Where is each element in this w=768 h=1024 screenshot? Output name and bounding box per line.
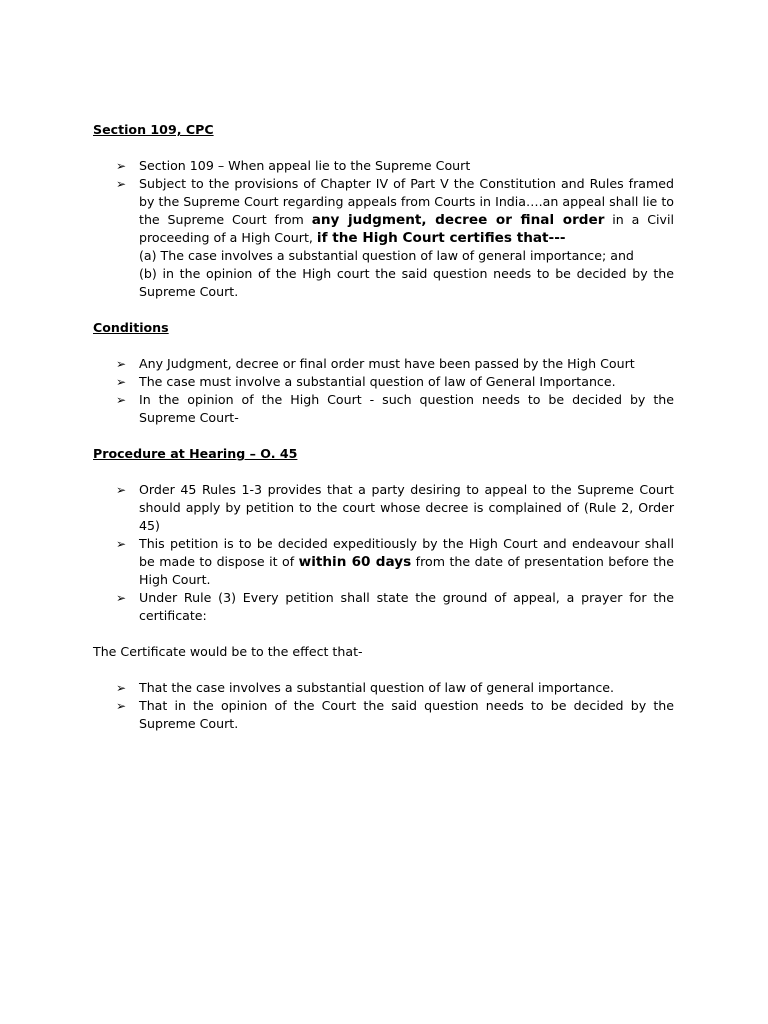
section-109-heading: Section 109, CPC — [93, 122, 214, 137]
list-item: ➢ In the opinion of the High Court - such question needs to be decided by the Supreme Court- — [116, 392, 674, 425]
arrowhead-bullet-icon: ➢ — [116, 177, 127, 191]
certificate-list — [93, 679, 674, 733]
arrowhead-bullet-icon: ➢ — [116, 159, 127, 173]
list-item: ➢ This petition is to be decided expeditiously by the High Court and endeavour shall be made to dispose it of within 60 days from the date of presentation before the High Court. — [116, 536, 674, 587]
certificate-intro: The Certificate would be to the effect that- — [93, 644, 363, 659]
list-item: ➢ That the case involves a substantial question of law of general importance. — [116, 680, 615, 695]
arrowhead-bullet-icon: ➢ — [116, 393, 127, 407]
bold-text: any judgment, decree or final order — [311, 212, 605, 228]
conditions-heading: Conditions — [93, 320, 169, 335]
arrowhead-bullet-icon: ➢ — [116, 357, 127, 371]
list-item: ➢ Subject to the provisions of Chapter IV of Part V the Constitution and Rules framed by the Supreme Court regarding appeals from Courts in India….an appeal shall lie to the Supreme Court from any judgment, decree or final order in a Civil proceeding of a High Court, if the High Court certifies that--- (a) The case involves a substantial question of law of general importance; and (b) in the opinion of the High court the said question needs to be decided by the Supreme Court. — [116, 176, 674, 299]
arrowhead-bullet-icon: ➢ — [116, 699, 127, 713]
bold-text: within 60 days — [298, 554, 412, 570]
sub-clause-b: (b) in the opinion of the High court the said question needs to be decided by the Supreme Court. — [139, 266, 674, 299]
sub-clause-a: (a) The case involves a substantial question of law of general importance; and — [139, 248, 634, 263]
list-item: ➢ The case must involve a substantial question of law of General Importance. — [116, 374, 616, 389]
arrowhead-bullet-icon: ➢ — [116, 681, 127, 695]
procedure-heading: Procedure at Hearing – O. 45 — [93, 446, 298, 461]
arrowhead-bullet-icon: ➢ — [116, 375, 127, 389]
arrowhead-bullet-icon: ➢ — [116, 591, 127, 605]
list-item: ➢ That in the opinion of the Court the said question needs to be decided by the Supreme Court. — [116, 698, 674, 731]
list-item: ➢ Under Rule (3) Every petition shall state the ground of appeal, a prayer for the certificate: — [116, 590, 674, 623]
list-item: ➢ Any Judgment, decree or final order must have been passed by the High Court — [116, 356, 635, 371]
list-item: ➢ Order 45 Rules 1-3 provides that a party desiring to appeal to the Supreme Court should apply by petition to the court whose decree is complained of (Rule 2, Order 45) — [116, 482, 674, 533]
section-109-list — [93, 157, 674, 301]
conditions-list — [93, 355, 674, 427]
list-item: ➢ Section 109 – When appeal lie to the Supreme Court — [116, 158, 471, 173]
arrowhead-bullet-icon: ➢ — [116, 483, 127, 497]
arrowhead-bullet-icon: ➢ — [116, 537, 127, 551]
procedure-list — [93, 481, 674, 625]
bold-text: if the High Court certifies that--- — [316, 230, 566, 246]
